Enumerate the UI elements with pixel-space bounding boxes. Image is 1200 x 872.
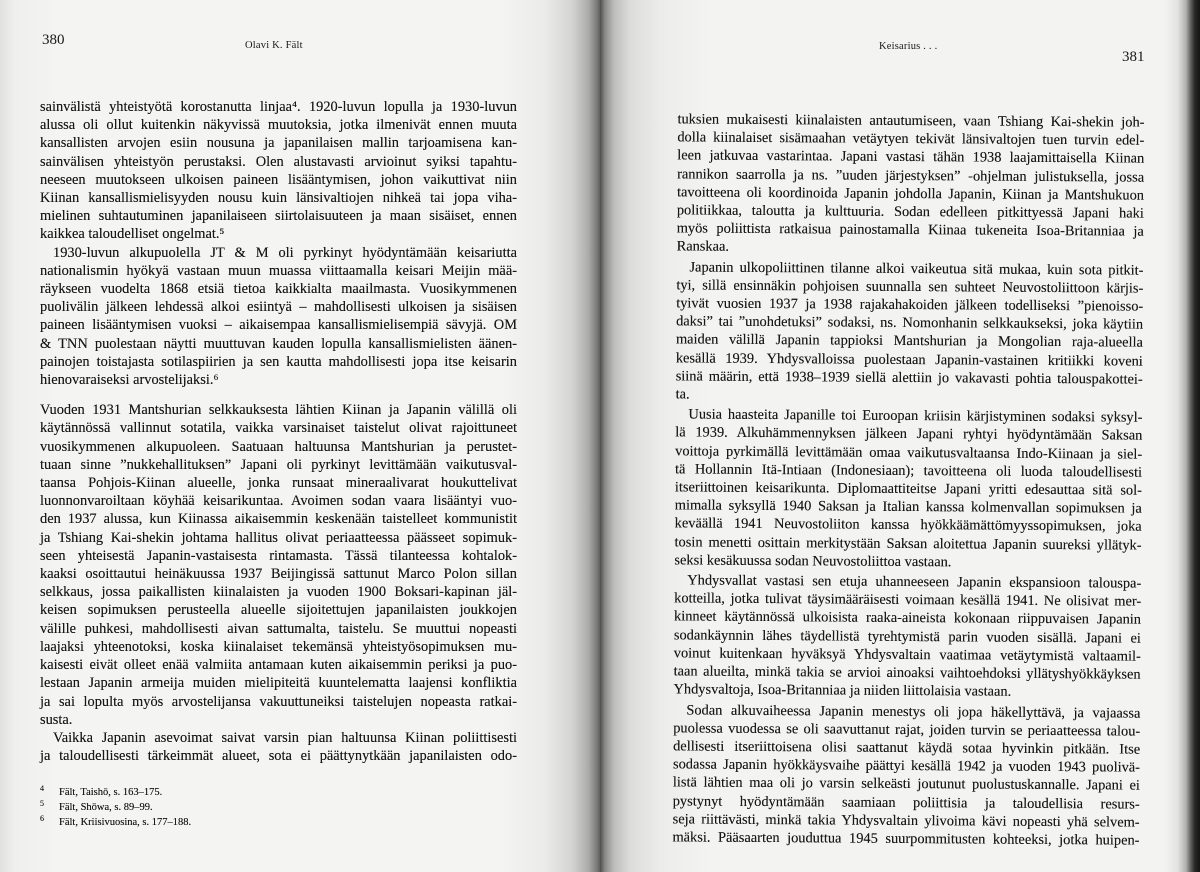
text-line: Sodan alkuvaiheessa Japanin menestys oli jopa häkellyttävä, ja vajaassa [686,701,1141,722]
text-line: ja taloudellisesti tärkeimmät alueet, sota ei päättynytkään japanilaisten odo- [40,748,517,765]
text-line: laajaksi yhteenotoksi, koska kiinalaiset tekemänsä yhteistyösopimuksen mu- [40,638,517,655]
running-head: Keisarius . . . [879,41,938,52]
text-line: den 1937 alussa, kun Kiinassa aikaisemmin keskenään taistelleet kommunistit [40,511,517,528]
text-line: & TNN puolestaan näytti muuttuvan kauden lopulla kansallismielisten äänen- [40,335,517,352]
text-line: listä lähtien maa oli jo varsin selkeästi joutunut puolustuskannalle. Japani ei [672,774,1140,794]
text-line: neeseen muutokseen ulkoisen paineen lisääntymisen, johon vaikuttivat niin [40,171,517,188]
text-line: mäksi. Pääsaarten jouduttua 1945 suurpommitusten kohteeksi, jotka huipen- [672,829,1140,849]
text-line: puolessa vuodessa se oli saavuttanut rajat, joiden turvin se periaatteessa talou- [673,720,1141,740]
text-line: kaisesti eivät olleet enää valmiita antamaan kuten aikaisemmin periksi ja puo- [40,657,517,674]
text-line: painojen toistajasta sotilaspiirien ja sen kautta mahdollisesti jopa itse keisarin [40,353,517,370]
footnotes [40,785,191,830]
text-line: välille puhkesi, mahdollisesti aivan sattumalta, taistelu. Se muuttui nopeasti [40,620,517,637]
text-line: lestaan Japanin armeija muiden mielipiteitä kuuntelematta laajensi konfliktia [40,675,517,692]
right-page [600,0,1200,872]
page-body [40,98,517,765]
footnote-mark: 5 [40,799,44,808]
text-line: tyi, sillä ensinnäkin pohjoisen suunnalla sen suhteet Neuvostoliittoon kärjis- [676,277,1144,297]
text-line: voinut kuitenkaan hyväksyä Yhdysvaltain vaatimaa vetäytymistä valtaamil- [673,645,1141,665]
text-line: alussa oli ollut kuitenkin näkyvissä muutoksia, jotka ilmenivät ennen muuta [40,117,517,134]
text-line: keisen sopimuksen perusteella alueelle sijoitettujen japanilaisten joukkojen [40,602,517,619]
text-line: dellisesti itseriittoisena olisi saattanut käydä sotaa hyvinkin pitkään. Itse [673,738,1141,758]
text-line: tavoitteena oli koordinoida Japanin johdolla Japanin, Kiinan ja Mantshukuon [676,184,1145,204]
footnote-text: Fält, Taishō, s. 163–175. [59,787,163,798]
text-line: tyivät vuosien 1937 ja 1938 rajakahakoiden jälkeen todelliseksi ”pienoisso- [676,295,1144,315]
paragraph [40,98,517,244]
page-number: 380 [42,32,65,48]
text-line: sodankäynnin lähes täydellistä tyrehtymistä parin vuoden sisällä. Japani ei [673,627,1141,647]
text-line: mielinen suhtautuminen japanilaiseen siirtolaisuuteen ja maan sisäiset, ennen [40,208,517,225]
text-line: rannikon saarrolla ja ns. ”uuden järjestyksen” -ohjelman julistuksella, jossa [677,165,1145,186]
text-line: selkkaus, jossa paikallisten kiinalaisten ja vuoden 1900 Boksari-kapinan jäl- [40,584,517,601]
paragraph [672,701,1140,850]
text-line: Ranskaa. [676,238,730,256]
text-line: kansallisten arvojen esiin nousuna ja japanilaisen mallin tarjoamisena kan- [40,135,517,152]
text-line: tuksien mukaisesti kiinalaisten antautumiseen, vaan Tshiang Kai-shekin joh- [677,111,1145,131]
text-line: ja sai lopulta myös arvostelijansa vakuuttuneiksi taistelujen nopeasta ratkai- [40,693,517,710]
paragraph [40,729,517,765]
text-line: seen yhteisestä Japanin-vastaisesta rintamasta. Tässä tilanteessa kohtalok- [40,547,517,564]
text-line: itseriittoinen keisarikunta. Diplomaattiteitse Japani yritti edesauttaa sitä sol- [674,479,1142,499]
text-line: ta. [675,386,690,403]
text-line: sainvälisen yhteistyön perustaksi. Olen alustavasti arvioinut syiksi tapahtu- [40,153,517,170]
paragraph [40,244,517,390]
text-line: taansa Pohjois-Kiinan alueelle, jonka runsaat mineraalivarat houkuttelivat [40,475,517,492]
paragraph [673,571,1141,702]
text-line: Vuoden 1931 Mantshurian selkkauksesta lähtien Kiinan ja Japanin välillä oli [40,402,517,419]
text-line: kinneet käytännössä ulkoisista raaka-aineista kokonaan riippuvaisen Japanin [673,608,1142,629]
text-line: Vaikka Japanin asevoimat saivat varsin pian haltuunsa Kiinan poliittisesti [53,729,517,746]
text-line: Japanin ulkopoliittinen tilanne alkoi vaikeutua sitä mukaa, kuin sota pitkit- [689,259,1144,279]
page-number: 381 [1122,49,1145,65]
text-line: susta. [40,711,73,728]
text-line: ja Tshiang Kai-shekin johtama hallitus olivat periaatteessa päässeet sopimuk- [40,529,517,546]
footnote-text: Fält, Kriisivuosina, s. 177–188. [59,817,192,828]
text-line: seksi kesäkuussa sodan Neuvostoliittoa vastaan. [674,552,952,571]
footnote-text: Fält, Shōwa, s. 89–99. [59,802,153,813]
text-line: siinä määrin, että 1938–1939 siellä alettiin jo vakavasti pohtia talouspakottei- [675,368,1143,388]
text-line: sainvälistä yhteistyötä korostanutta linjaa⁴. 1920-luvun lopulla ja 1930-luvun [40,99,517,115]
text-line: dolla kiinalaiset sisämaahan vetäytyen tekivät länsivaltojen tuen turvin edel- [677,129,1145,149]
text-line: nationalismin hyökyä vastaan muun muassa viittaamalla keisari Meijin mää- [40,262,517,279]
footnote-mark: 4 [40,784,44,793]
text-line: puolivälin jälkeen lehdessä alkoi esiintyä – mahdollisesti ulkoisen ja sisäisen [40,299,517,316]
text-line: keväällä 1941 Neuvostoliiton kanssa hyökkäämättömyyssopimuksen, joka [674,515,1142,536]
text-line: kesällä 1939. Yhdysvalloissa puolestaan Japanin-vastainen kritiikki koveni [675,350,1143,370]
footnote-mark: 6 [40,814,44,823]
text-line: tosin menetti osittain merkitystään Saksan aloitettua Japanin suureksi yllätyk- [674,534,1142,554]
text-line: kotteilla, jotka tulivat täysimääräisesti voimaan kesällä 1941. Ne olisivat mer- [674,590,1142,610]
text-line: mimalla syksyllä 1940 Saksan ja Italian kanssa kolmenvallan sopimuksen ja [674,497,1142,517]
text-line: sodassa Japanin hyökkäysvaihe päättyi kesällä 1942 ja vuoden 1943 puolivä- [672,756,1141,776]
footnote [40,785,191,800]
text-line: tuaan sinne ”nukkehallituksen” Japani oli pyrkinyt levittämään vaikutusval- [40,456,517,473]
text-line: maiden välillä Japanin tappioksi Mantshurian ja Mongolian raja-alueella [675,331,1144,352]
text-line: seja riittävästi, minkä takia Yhdysvaltain ylivoima kävi nopeasti yhä selvem- [672,811,1140,831]
text-line: daksi” tai ”unohdetuksi” sodaksi, ns. Nomonhanin selkkaukseksi, joka käytiin [676,313,1144,333]
text-line: Uusia haasteita Japanille toi Euroopan kriisin kärjistyminen sodaksi syksyl- [688,406,1143,426]
text-line: tä Hollannin Itä-Intiaan (Indonesiaan); tavoitteena oli luoda taloudellisesti [675,461,1143,481]
text-line: kaaksi osoittautui heinäkuussa 1937 Beijingissä sattunut Marco Polon sillan [40,566,517,583]
text-line: voittoja pyrkimällä levittämään omaa vaikutusvaltaansa Indo-Kiinaan ja siel- [675,443,1143,463]
text-line: lä 1939. Alkuhämmennyksen jälkeen Japani ryhtyi hyödyntämään Saksan [675,424,1143,445]
text-line: vuosikymmenen alkupuoleen. Saatuaan haltuunsa Mantshurian ja perustet- [40,438,517,455]
text-line: myös poliittista ratkaisua painostamalla Kiinaa tukeneita Isoa-Britanniaa ja [676,220,1144,240]
text-line: Yhdysvaltoja, Isoa-Britanniaa ja niiden liittolaisia vastaan. [673,681,1012,701]
text-line: pystynyt hyödyntämään saamiaan poliittisia ja taloudellisia resurs- [672,792,1140,813]
text-line: luonnonvaroiltaan köyhää keisarikuntaa. Avoimen sodan vaara lisääntyi vuo- [40,493,517,510]
paragraph [677,110,1145,259]
paragraph [674,406,1142,573]
text-line: kaikkea taloudelliset ongelmat.⁵ [40,226,225,243]
text-line: hienovaraiseksi arvostelijaksi.⁶ [40,372,219,389]
running-head: Olavi K. Fält [245,40,303,51]
footnote [40,800,191,815]
text-line: Yhdysvallat vastasi sen etuja uhanneeseen Japanin ekspansioon talouspa- [687,572,1142,592]
footnote [40,815,191,830]
text-line: käytännössä vallinnut sotatila, vaikka varsinaiset taistelut olivat rajoittuneet [40,420,517,437]
text-line: 1930-luvun alkupuolella JT & M oli pyrkinyt hyödyntämään keisariutta [53,244,517,261]
text-line: räykseen vuodelta 1868 etsiä tietoa kaikkialta maailmasta. Vuosikymmenen [40,281,517,298]
text-line: politiikkaa, taloutta ja kulttuuria. Sodan edelleen pitkittyessä Japani haki [676,202,1144,222]
text-line: paineen lisääntymisen vuoksi – aikaisempaa kansallismielisempiä sävyjä. OM [40,317,517,334]
text-line: taan alueilta, minkä takia se arvioi ainoaksi vaihtoehdoksi yllätyshyökkäyksen [673,663,1141,683]
paragraph [676,258,1144,407]
text-line: Kiinan kansallismielisyyden nousu kuin länsivaltiojen nihkeä tai jopa viha- [40,190,517,207]
page-body [672,110,1144,849]
paragraph [40,401,517,729]
text-line: leen jatkuvaa vastarintaa. Japani vastasi tähän 1938 laajamittaisella Kiinan [677,147,1145,168]
